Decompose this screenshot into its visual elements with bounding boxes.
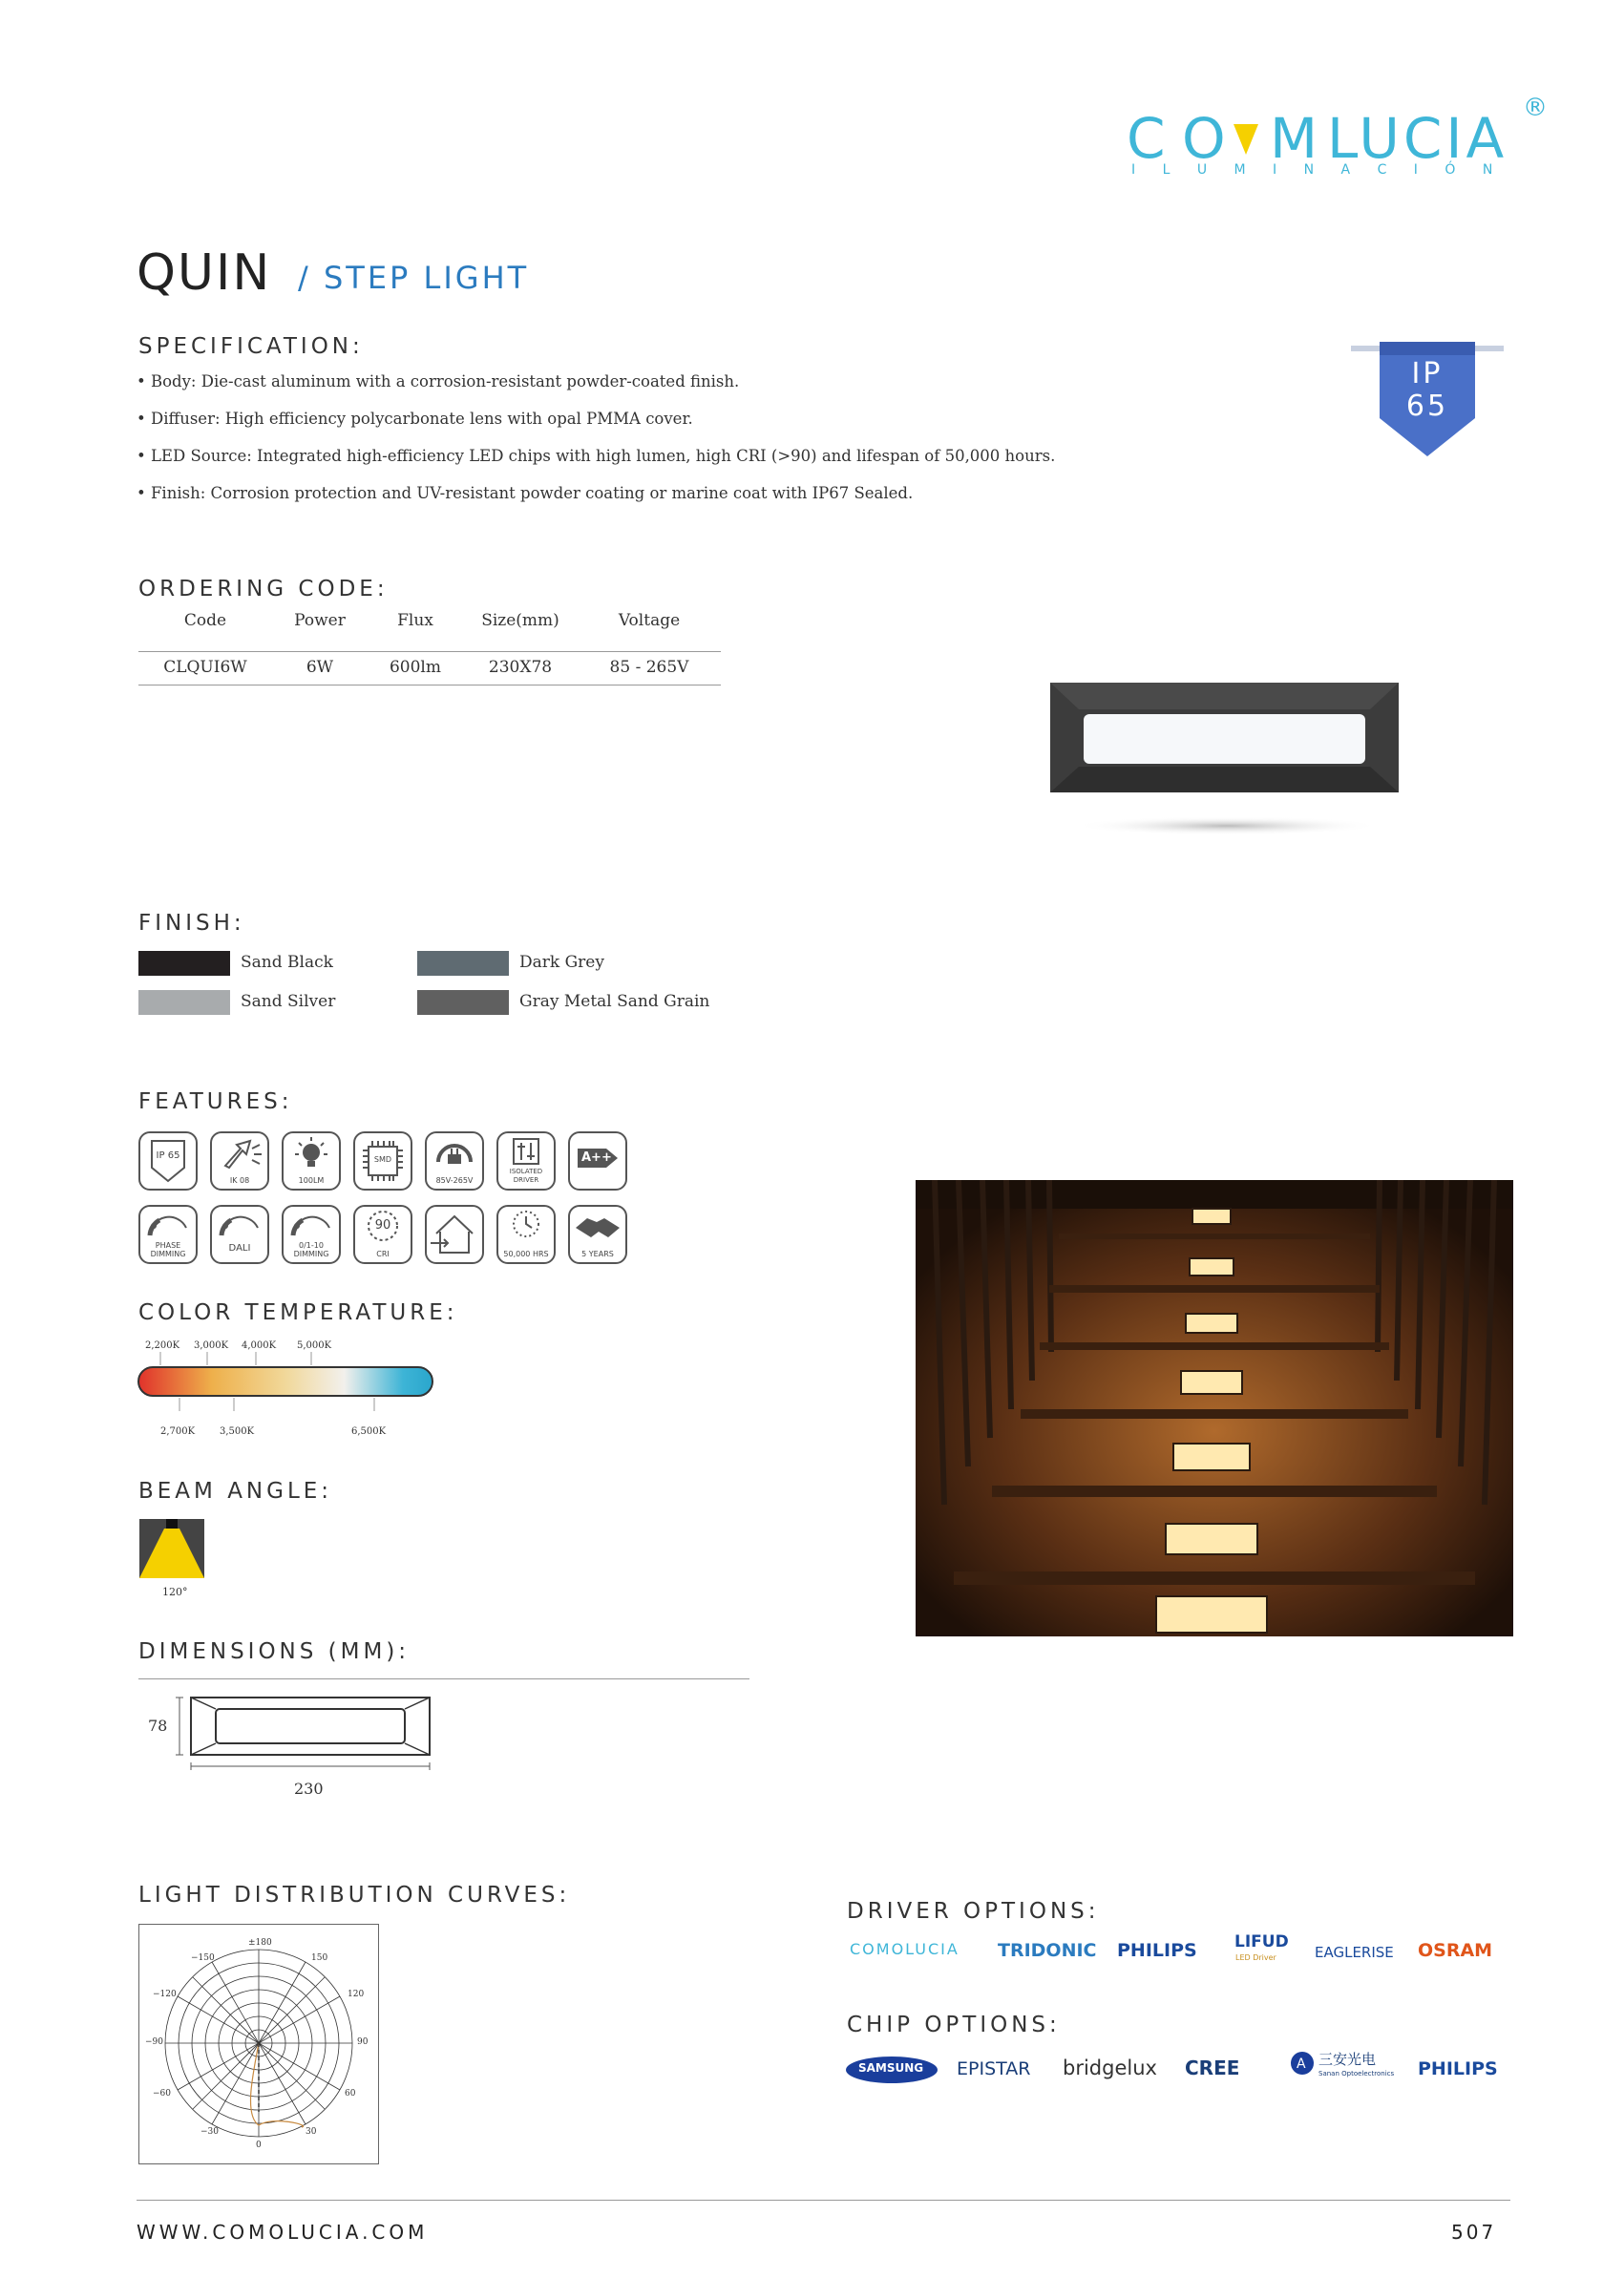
lifespan-icon bbox=[496, 1205, 556, 1264]
chip-icon bbox=[353, 1131, 412, 1191]
stair-photo bbox=[916, 1180, 1513, 1636]
finish-label-gray-metal: Gray Metal Sand Grain bbox=[519, 992, 710, 1011]
dali-icon bbox=[210, 1205, 269, 1264]
polar-label-m150: −150 bbox=[191, 1953, 215, 1963]
ordering-header-flux: Flux bbox=[368, 611, 463, 652]
driver-logo-lifud: LIFUD bbox=[1234, 1932, 1289, 1951]
polar-label-m120: −120 bbox=[153, 1990, 177, 1999]
ip-badge-line2: 65 bbox=[1405, 390, 1449, 423]
ordering-table bbox=[138, 611, 721, 686]
spec-item-finish: • Finish: Corrosion protection and UV-resistant powder coating or marine coat with IP67 Sealed. bbox=[137, 484, 914, 502]
finish-swatch-dark-grey bbox=[417, 951, 509, 976]
ordering-header-power: Power bbox=[272, 611, 368, 652]
dimensions-title: DIMENSIONS (MM): bbox=[138, 1639, 411, 1664]
feature-warranty-caption: 5 YEARS bbox=[581, 1250, 614, 1258]
ordering-cell-code: CLQUI6W bbox=[138, 652, 272, 686]
footer-rule bbox=[137, 2200, 1510, 2201]
dimming-0-10-icon bbox=[282, 1205, 341, 1264]
polar-curve-box bbox=[138, 1924, 379, 2164]
beam-angle-value: 120° bbox=[162, 1586, 188, 1598]
chip-logo-philips: PHILIPS bbox=[1418, 2058, 1498, 2079]
feature-voltage-caption: 85V-265V bbox=[435, 1176, 474, 1185]
feature-lifespan-caption: 50,000 HRS bbox=[503, 1250, 549, 1258]
chip-logo-bridgelux: bridgelux bbox=[1063, 2057, 1157, 2079]
brand-tagline: I L U M I N A C I Ó N bbox=[1131, 162, 1505, 178]
svg-text:LUCIA: LUCIA bbox=[1327, 106, 1508, 171]
ordering-cell-power: 6W bbox=[272, 652, 368, 686]
driver-logo-lifud-sub: LED Driver bbox=[1235, 1953, 1276, 1962]
finish-swatch-gray-metal bbox=[417, 990, 509, 1015]
cri-icon bbox=[353, 1205, 412, 1264]
polar-label-m90: −90 bbox=[145, 2037, 163, 2047]
polar-label-m30: −30 bbox=[200, 2127, 219, 2137]
polar-label-0: 0 bbox=[256, 2141, 262, 2150]
spec-item-led: • LED Source: Integrated high-efficiency LED chips with high lumen, high CRI (>90) and lifespan of 50,000 hours. bbox=[137, 447, 1056, 465]
curves-title: LIGHT DISTRIBUTION CURVES: bbox=[138, 1883, 571, 1908]
dimension-height: 78 bbox=[148, 1717, 168, 1735]
polar-label-120: 120 bbox=[348, 1990, 365, 1999]
driver-logo-comolucia: COMOLUCIA bbox=[850, 1940, 960, 1958]
polar-label-180: ±180 bbox=[248, 1938, 272, 1948]
beam-angle-icon bbox=[139, 1519, 204, 1578]
phase-dimming-icon bbox=[138, 1205, 198, 1264]
chip-logo-epistar: EPISTAR bbox=[957, 2058, 1031, 2079]
polar-label-m60: −60 bbox=[153, 2089, 171, 2099]
isolated-driver-icon bbox=[496, 1131, 556, 1191]
ordering-header-voltage: Voltage bbox=[578, 611, 721, 652]
ip65-icon bbox=[138, 1131, 198, 1191]
feature-phase-dimming-caption: PHASE DIMMING bbox=[150, 1241, 186, 1258]
polar-label-60: 60 bbox=[345, 2089, 356, 2099]
svg-text:A: A bbox=[1297, 2057, 1306, 2072]
warranty-icon bbox=[568, 1205, 627, 1264]
svg-text:O: O bbox=[1182, 106, 1226, 171]
cct-label-4000: 4,000K bbox=[242, 1340, 277, 1351]
footer-website[interactable]: WWW.COMOLUCIA.COM bbox=[137, 2221, 429, 2244]
features-title: FEATURES: bbox=[138, 1089, 293, 1114]
ordering-header-size: Size(mm) bbox=[463, 611, 578, 652]
feature-cri-caption: CRI bbox=[376, 1250, 390, 1258]
table-row bbox=[138, 652, 721, 686]
driver-options-title: DRIVER OPTIONS: bbox=[847, 1899, 1100, 1924]
step-light-product-icon bbox=[1050, 683, 1403, 845]
chip-logo-samsung: SAMSUNG bbox=[858, 2061, 924, 2075]
feature-isolated-driver-caption: ISOLATED DRIVER bbox=[509, 1168, 543, 1184]
ordering-cell-flux: 600lm bbox=[368, 652, 463, 686]
driver-logo-philips: PHILIPS bbox=[1117, 1940, 1197, 1961]
finish-label-dark-grey: Dark Grey bbox=[519, 953, 604, 972]
cct-label-2700: 2,700K bbox=[160, 1426, 196, 1437]
polar-label-90: 90 bbox=[357, 2037, 369, 2047]
feature-cri-text: 90 bbox=[374, 1218, 391, 1233]
chip-logo-cree: CREE bbox=[1185, 2057, 1240, 2079]
product-subtitle: / STEP LIGHT bbox=[298, 260, 530, 296]
chip-logo-sanan-sub: Sanan Optoelectronics bbox=[1318, 2070, 1395, 2078]
footer-page-number: 507 bbox=[1451, 2221, 1497, 2244]
polar-diagram-icon bbox=[139, 1925, 378, 2163]
cct-gradient-bar bbox=[134, 1352, 439, 1428]
beam-angle-title: BEAM ANGLE: bbox=[138, 1479, 333, 1504]
product-name: QUIN bbox=[137, 244, 272, 302]
dimension-drawing bbox=[172, 1692, 434, 1778]
feature-dali-caption: DALI bbox=[228, 1243, 251, 1254]
feature-0-10-dimming-caption: 0/1-10 DIMMING bbox=[293, 1241, 329, 1258]
polar-label-30: 30 bbox=[306, 2127, 317, 2137]
chip-options-title: CHIP OPTIONS: bbox=[847, 2013, 1061, 2037]
finish-title: FINISH: bbox=[138, 911, 245, 936]
cct-label-3000: 3,000K bbox=[194, 1340, 229, 1351]
driver-logo-eaglerise: EAGLERISE bbox=[1315, 1944, 1394, 1961]
ip-badge-line1: IP bbox=[1411, 357, 1444, 390]
cct-label-5000: 5,000K bbox=[297, 1340, 332, 1351]
house-icon bbox=[425, 1205, 484, 1264]
ordering-cell-size: 230X78 bbox=[463, 652, 578, 686]
spec-item-diffuser: • Diffuser: High efficiency polycarbonate lens with opal PMMA cover. bbox=[137, 410, 693, 428]
driver-logos bbox=[845, 1929, 1513, 1986]
finish-swatch-sand-silver bbox=[138, 990, 230, 1015]
feature-ip65-text: IP 65 bbox=[156, 1150, 180, 1161]
stair-photo-icon bbox=[916, 1180, 1513, 1636]
finish-label-sand-black: Sand Black bbox=[241, 953, 333, 972]
specification-title: SPECIFICATION: bbox=[138, 334, 364, 359]
product-image bbox=[1050, 683, 1403, 845]
impact-icon bbox=[210, 1131, 269, 1191]
ordering-header-code: Code bbox=[138, 611, 272, 652]
dimension-width: 230 bbox=[294, 1780, 324, 1798]
ordering-header-row bbox=[138, 611, 721, 652]
chip-logos bbox=[845, 2043, 1513, 2100]
feature-ik08-caption: IK 08 bbox=[229, 1176, 250, 1185]
cct-label-3500: 3,500K bbox=[220, 1426, 255, 1437]
energy-class-icon bbox=[568, 1131, 627, 1191]
finish-label-sand-silver: Sand Silver bbox=[241, 992, 336, 1011]
dimensions-rule bbox=[138, 1678, 749, 1679]
plug-icon bbox=[425, 1131, 484, 1191]
svg-text:C: C bbox=[1127, 106, 1171, 171]
spec-item-body: • Body: Die-cast aluminum with a corrosion-resistant powder-coated finish. bbox=[137, 372, 740, 390]
chip-logo-sanan: 三安光电 bbox=[1318, 2051, 1377, 2068]
sanan-icon bbox=[1290, 2051, 1315, 2076]
bulb-icon bbox=[282, 1131, 341, 1191]
svg-text:M: M bbox=[1270, 106, 1318, 171]
ordering-cell-voltage: 85 - 265V bbox=[578, 652, 721, 686]
cct-label-2200: 2,200K bbox=[145, 1340, 180, 1351]
brand-registered: ® bbox=[1523, 94, 1548, 122]
feature-energy-text: A++ bbox=[581, 1150, 612, 1165]
finish-swatch-sand-black bbox=[138, 951, 230, 976]
feature-100lm-caption: 100LM bbox=[298, 1176, 325, 1185]
feature-smd-text: SMD bbox=[373, 1155, 392, 1164]
ip65-badge bbox=[1351, 334, 1504, 458]
polar-label-150: 150 bbox=[311, 1953, 328, 1963]
ordering-title: ORDERING CODE: bbox=[138, 577, 389, 601]
cct-label-6500: 6,500K bbox=[351, 1426, 387, 1437]
driver-logo-tridonic: TRIDONIC bbox=[998, 1940, 1097, 1961]
driver-logo-osram: OSRAM bbox=[1418, 1940, 1493, 1961]
color-temperature-title: COLOR TEMPERATURE: bbox=[138, 1300, 458, 1325]
